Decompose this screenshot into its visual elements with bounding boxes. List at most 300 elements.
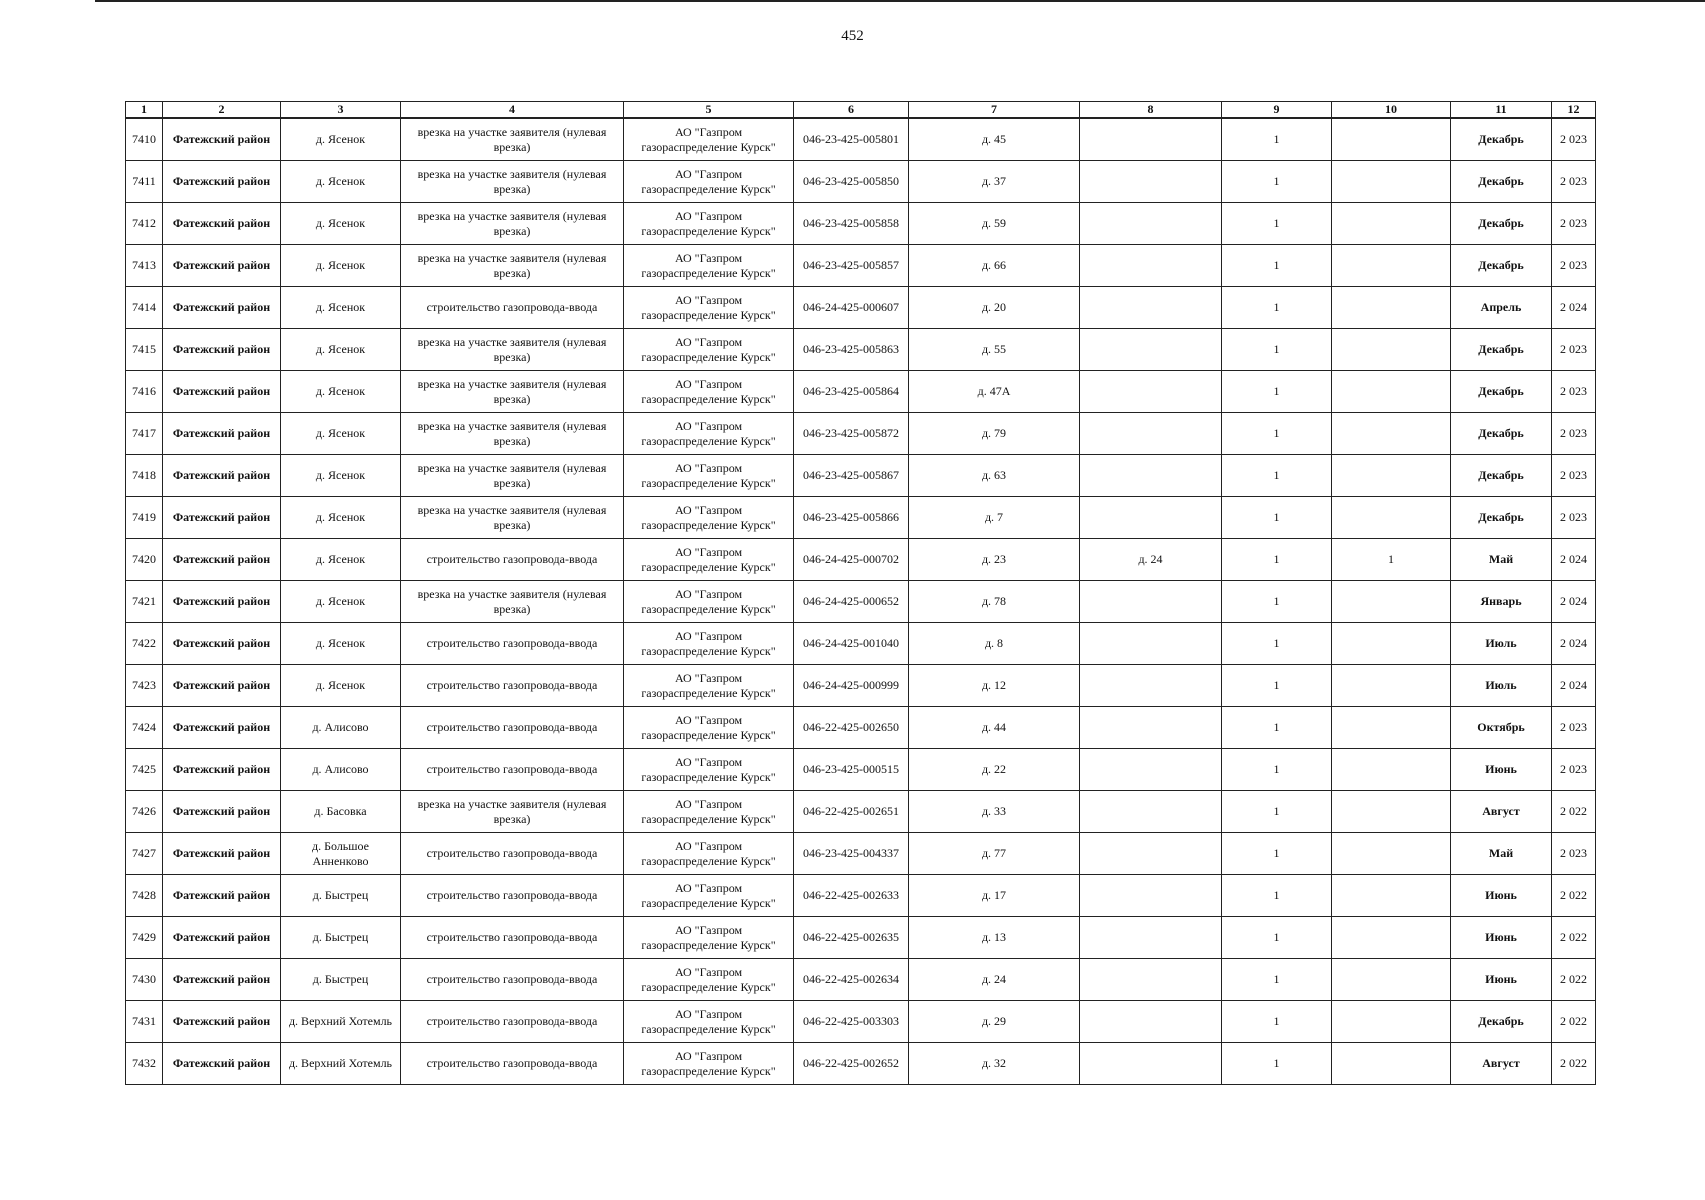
cell-row-number: 7432 — [126, 1043, 163, 1085]
cell-count: 1 — [1222, 833, 1332, 875]
cell-year: 2 023 — [1552, 497, 1596, 539]
cell-settlement: д. Ясенок — [281, 161, 401, 203]
cell-work-type: строительство газопровода-ввода — [401, 539, 624, 581]
cell-month: Январь — [1451, 581, 1552, 623]
cell-extra-count — [1332, 203, 1451, 245]
cell-extra-address — [1080, 455, 1222, 497]
cell-district: Фатежский район — [163, 497, 281, 539]
cell-organization: АО "Газпром газораспределение Курск" — [624, 118, 794, 161]
cell-settlement: д. Большое Анненково — [281, 833, 401, 875]
cell-year: 2 022 — [1552, 1043, 1596, 1085]
cell-district: Фатежский район — [163, 791, 281, 833]
cell-extra-count — [1332, 118, 1451, 161]
cell-district: Фатежский район — [163, 749, 281, 791]
cell-year: 2 022 — [1552, 917, 1596, 959]
cell-address: д. 78 — [909, 581, 1080, 623]
cell-application-number: 046-24-425-001040 — [794, 623, 909, 665]
cell-district: Фатежский район — [163, 959, 281, 1001]
cell-extra-address — [1080, 118, 1222, 161]
table-row — [126, 497, 1596, 539]
cell-extra-address — [1080, 329, 1222, 371]
cell-settlement: д. Ясенок — [281, 581, 401, 623]
cell-extra-address — [1080, 833, 1222, 875]
register-table — [125, 101, 1596, 1085]
table-row — [126, 203, 1596, 245]
table-row — [126, 875, 1596, 917]
table-row — [126, 707, 1596, 749]
cell-work-type: врезка на участке заявителя (нулевая врезка) — [401, 245, 624, 287]
cell-count: 1 — [1222, 329, 1332, 371]
cell-application-number: 046-24-425-000702 — [794, 539, 909, 581]
cell-organization: АО "Газпром газораспределение Курск" — [624, 791, 794, 833]
cell-extra-count — [1332, 665, 1451, 707]
cell-year: 2 024 — [1552, 665, 1596, 707]
cell-organization: АО "Газпром газораспределение Курск" — [624, 455, 794, 497]
cell-month: Декабрь — [1451, 203, 1552, 245]
cell-settlement: д. Ясенок — [281, 245, 401, 287]
cell-count: 1 — [1222, 287, 1332, 329]
cell-work-type: строительство газопровода-ввода — [401, 623, 624, 665]
cell-organization: АО "Газпром газораспределение Курск" — [624, 497, 794, 539]
header-row — [126, 102, 1596, 119]
table-row — [126, 118, 1596, 161]
cell-settlement: д. Алисово — [281, 707, 401, 749]
cell-extra-address — [1080, 959, 1222, 1001]
cell-extra-count — [1332, 833, 1451, 875]
cell-extra-address: д. 24 — [1080, 539, 1222, 581]
cell-district: Фатежский район — [163, 539, 281, 581]
cell-count: 1 — [1222, 539, 1332, 581]
cell-month: Август — [1451, 1043, 1552, 1085]
cell-work-type: врезка на участке заявителя (нулевая врезка) — [401, 455, 624, 497]
cell-work-type: врезка на участке заявителя (нулевая врезка) — [401, 161, 624, 203]
column-header-2: 2 — [163, 102, 281, 119]
cell-settlement: д. Ясенок — [281, 497, 401, 539]
cell-year: 2 023 — [1552, 833, 1596, 875]
cell-application-number: 046-22-425-002652 — [794, 1043, 909, 1085]
cell-settlement: д. Алисово — [281, 749, 401, 791]
cell-extra-count — [1332, 371, 1451, 413]
cell-organization: АО "Газпром газораспределение Курск" — [624, 581, 794, 623]
cell-organization: АО "Газпром газораспределение Курск" — [624, 287, 794, 329]
cell-organization: АО "Газпром газораспределение Курск" — [624, 161, 794, 203]
cell-extra-address — [1080, 917, 1222, 959]
cell-count: 1 — [1222, 623, 1332, 665]
cell-row-number: 7423 — [126, 665, 163, 707]
column-header-7: 7 — [909, 102, 1080, 119]
cell-extra-count — [1332, 1001, 1451, 1043]
table-row — [126, 371, 1596, 413]
cell-settlement: д. Быстрец — [281, 959, 401, 1001]
table-row — [126, 791, 1596, 833]
cell-row-number: 7424 — [126, 707, 163, 749]
cell-application-number: 046-23-425-005858 — [794, 203, 909, 245]
cell-year: 2 024 — [1552, 287, 1596, 329]
cell-work-type: строительство газопровода-ввода — [401, 959, 624, 1001]
cell-address: д. 45 — [909, 118, 1080, 161]
column-header-6: 6 — [794, 102, 909, 119]
cell-work-type: врезка на участке заявителя (нулевая врезка) — [401, 413, 624, 455]
cell-application-number: 046-24-425-000999 — [794, 665, 909, 707]
cell-address: д. 23 — [909, 539, 1080, 581]
cell-count: 1 — [1222, 413, 1332, 455]
cell-district: Фатежский район — [163, 371, 281, 413]
cell-row-number: 7428 — [126, 875, 163, 917]
cell-district: Фатежский район — [163, 875, 281, 917]
cell-row-number: 7431 — [126, 1001, 163, 1043]
cell-application-number: 046-22-425-002650 — [794, 707, 909, 749]
cell-settlement: д. Ясенок — [281, 329, 401, 371]
cell-organization: АО "Газпром газораспределение Курск" — [624, 959, 794, 1001]
cell-row-number: 7416 — [126, 371, 163, 413]
cell-row-number: 7426 — [126, 791, 163, 833]
cell-application-number: 046-22-425-002651 — [794, 791, 909, 833]
cell-district: Фатежский район — [163, 329, 281, 371]
cell-count: 1 — [1222, 455, 1332, 497]
cell-application-number: 046-23-425-005867 — [794, 455, 909, 497]
cell-extra-count — [1332, 707, 1451, 749]
cell-organization: АО "Газпром газораспределение Курск" — [624, 245, 794, 287]
cell-month: Декабрь — [1451, 161, 1552, 203]
cell-count: 1 — [1222, 245, 1332, 287]
cell-year: 2 024 — [1552, 623, 1596, 665]
cell-year: 2 022 — [1552, 1001, 1596, 1043]
column-header-11: 11 — [1451, 102, 1552, 119]
cell-district: Фатежский район — [163, 118, 281, 161]
cell-application-number: 046-23-425-005863 — [794, 329, 909, 371]
table-row — [126, 581, 1596, 623]
cell-month: Июль — [1451, 665, 1552, 707]
cell-organization: АО "Газпром газораспределение Курск" — [624, 203, 794, 245]
cell-extra-count — [1332, 455, 1451, 497]
cell-month: Декабрь — [1451, 413, 1552, 455]
cell-count: 1 — [1222, 875, 1332, 917]
cell-year: 2 023 — [1552, 371, 1596, 413]
cell-district: Фатежский район — [163, 707, 281, 749]
table-row — [126, 833, 1596, 875]
cell-address: д. 37 — [909, 161, 1080, 203]
cell-month: Декабрь — [1451, 497, 1552, 539]
column-header-9: 9 — [1222, 102, 1332, 119]
cell-row-number: 7414 — [126, 287, 163, 329]
cell-extra-count — [1332, 581, 1451, 623]
table-row — [126, 959, 1596, 1001]
cell-month: Декабрь — [1451, 1001, 1552, 1043]
table-row — [126, 623, 1596, 665]
cell-district: Фатежский район — [163, 1001, 281, 1043]
cell-organization: АО "Газпром газораспределение Курск" — [624, 1001, 794, 1043]
cell-district: Фатежский район — [163, 665, 281, 707]
cell-year: 2 023 — [1552, 749, 1596, 791]
cell-month: Декабрь — [1451, 118, 1552, 161]
cell-settlement: д. Ясенок — [281, 665, 401, 707]
cell-work-type: строительство газопровода-ввода — [401, 1043, 624, 1085]
cell-settlement: д. Верхний Хотемль — [281, 1043, 401, 1085]
cell-month: Октябрь — [1451, 707, 1552, 749]
cell-address: д. 13 — [909, 917, 1080, 959]
cell-row-number: 7430 — [126, 959, 163, 1001]
column-header-3: 3 — [281, 102, 401, 119]
cell-application-number: 046-23-425-005850 — [794, 161, 909, 203]
cell-month: Июнь — [1451, 875, 1552, 917]
cell-month: Июнь — [1451, 917, 1552, 959]
column-header-10: 10 — [1332, 102, 1451, 119]
cell-settlement: д. Ясенок — [281, 413, 401, 455]
cell-work-type: строительство газопровода-ввода — [401, 749, 624, 791]
page-number: 452 — [841, 28, 864, 44]
cell-extra-address — [1080, 287, 1222, 329]
cell-extra-count — [1332, 245, 1451, 287]
cell-address: д. 8 — [909, 623, 1080, 665]
cell-settlement: д. Ясенок — [281, 118, 401, 161]
cell-extra-count — [1332, 329, 1451, 371]
column-header-8: 8 — [1080, 102, 1222, 119]
column-header-4: 4 — [401, 102, 624, 119]
cell-extra-address — [1080, 413, 1222, 455]
cell-application-number: 046-23-425-005872 — [794, 413, 909, 455]
table-row — [126, 1001, 1596, 1043]
cell-year: 2 022 — [1552, 959, 1596, 1001]
table-row — [126, 161, 1596, 203]
cell-settlement: д. Ясенок — [281, 287, 401, 329]
cell-extra-count — [1332, 413, 1451, 455]
cell-extra-count: 1 — [1332, 539, 1451, 581]
cell-year: 2 023 — [1552, 707, 1596, 749]
cell-settlement: д. Ясенок — [281, 203, 401, 245]
cell-extra-address — [1080, 1043, 1222, 1085]
table-body — [126, 118, 1596, 1085]
cell-year: 2 023 — [1552, 413, 1596, 455]
cell-work-type: строительство газопровода-ввода — [401, 665, 624, 707]
cell-address: д. 77 — [909, 833, 1080, 875]
cell-count: 1 — [1222, 1043, 1332, 1085]
cell-settlement: д. Ясенок — [281, 371, 401, 413]
cell-month: Апрель — [1451, 287, 1552, 329]
cell-settlement: д. Верхний Хотемль — [281, 1001, 401, 1043]
cell-month: Май — [1451, 539, 1552, 581]
cell-extra-address — [1080, 245, 1222, 287]
column-header-5: 5 — [624, 102, 794, 119]
cell-work-type: строительство газопровода-ввода — [401, 1001, 624, 1043]
cell-extra-address — [1080, 791, 1222, 833]
cell-extra-count — [1332, 791, 1451, 833]
cell-organization: АО "Газпром газораспределение Курск" — [624, 707, 794, 749]
cell-organization: АО "Газпром газораспределение Курск" — [624, 623, 794, 665]
cell-row-number: 7419 — [126, 497, 163, 539]
cell-application-number: 046-22-425-003303 — [794, 1001, 909, 1043]
cell-settlement: д. Быстрец — [281, 917, 401, 959]
cell-work-type: строительство газопровода-ввода — [401, 875, 624, 917]
cell-organization: АО "Газпром газораспределение Курск" — [624, 329, 794, 371]
cell-address: д. 12 — [909, 665, 1080, 707]
cell-district: Фатежский район — [163, 245, 281, 287]
cell-month: Август — [1451, 791, 1552, 833]
cell-application-number: 046-24-425-000607 — [794, 287, 909, 329]
cell-organization: АО "Газпром газораспределение Курск" — [624, 749, 794, 791]
cell-settlement: д. Ясенок — [281, 455, 401, 497]
cell-extra-address — [1080, 623, 1222, 665]
cell-month: Июль — [1451, 623, 1552, 665]
cell-extra-count — [1332, 749, 1451, 791]
cell-district: Фатежский район — [163, 413, 281, 455]
cell-district: Фатежский район — [163, 1043, 281, 1085]
cell-work-type: врезка на участке заявителя (нулевая врезка) — [401, 497, 624, 539]
table-row — [126, 539, 1596, 581]
cell-address: д. 59 — [909, 203, 1080, 245]
cell-year: 2 023 — [1552, 455, 1596, 497]
cell-extra-address — [1080, 1001, 1222, 1043]
cell-district: Фатежский район — [163, 287, 281, 329]
cell-application-number: 046-23-425-005866 — [794, 497, 909, 539]
cell-application-number: 046-22-425-002633 — [794, 875, 909, 917]
cell-month: Июнь — [1451, 749, 1552, 791]
cell-extra-count — [1332, 959, 1451, 1001]
cell-count: 1 — [1222, 371, 1332, 413]
cell-count: 1 — [1222, 203, 1332, 245]
cell-work-type: врезка на участке заявителя (нулевая врезка) — [401, 329, 624, 371]
cell-extra-address — [1080, 707, 1222, 749]
cell-work-type: врезка на участке заявителя (нулевая врезка) — [401, 791, 624, 833]
cell-year: 2 023 — [1552, 245, 1596, 287]
cell-address: д. 20 — [909, 287, 1080, 329]
cell-application-number: 046-23-425-005864 — [794, 371, 909, 413]
top-rule — [95, 0, 1705, 2]
cell-year: 2 023 — [1552, 118, 1596, 161]
table-row — [126, 917, 1596, 959]
table-row — [126, 455, 1596, 497]
cell-row-number: 7418 — [126, 455, 163, 497]
cell-address: д. 7 — [909, 497, 1080, 539]
cell-row-number: 7410 — [126, 118, 163, 161]
cell-address: д. 32 — [909, 1043, 1080, 1085]
cell-work-type: строительство газопровода-ввода — [401, 833, 624, 875]
cell-address: д. 79 — [909, 413, 1080, 455]
cell-organization: АО "Газпром газораспределение Курск" — [624, 665, 794, 707]
cell-application-number: 046-22-425-002635 — [794, 917, 909, 959]
cell-address: д. 55 — [909, 329, 1080, 371]
cell-address: д. 17 — [909, 875, 1080, 917]
cell-year: 2 024 — [1552, 539, 1596, 581]
cell-extra-count — [1332, 497, 1451, 539]
cell-address: д. 33 — [909, 791, 1080, 833]
table-row — [126, 329, 1596, 371]
table-row — [126, 665, 1596, 707]
cell-work-type: строительство газопровода-ввода — [401, 917, 624, 959]
cell-month: Декабрь — [1451, 455, 1552, 497]
cell-organization: АО "Газпром газораспределение Курск" — [624, 371, 794, 413]
cell-month: Декабрь — [1451, 329, 1552, 371]
cell-extra-count — [1332, 917, 1451, 959]
cell-count: 1 — [1222, 707, 1332, 749]
column-header-12: 12 — [1552, 102, 1596, 119]
cell-extra-address — [1080, 497, 1222, 539]
cell-work-type: врезка на участке заявителя (нулевая врезка) — [401, 118, 624, 161]
cell-count: 1 — [1222, 1001, 1332, 1043]
cell-year: 2 022 — [1552, 875, 1596, 917]
cell-extra-count — [1332, 161, 1451, 203]
cell-count: 1 — [1222, 118, 1332, 161]
cell-application-number: 046-24-425-000652 — [794, 581, 909, 623]
cell-application-number: 046-23-425-000515 — [794, 749, 909, 791]
cell-settlement: д. Ясенок — [281, 539, 401, 581]
cell-extra-count — [1332, 1043, 1451, 1085]
cell-extra-count — [1332, 623, 1451, 665]
cell-work-type: врезка на участке заявителя (нулевая врезка) — [401, 371, 624, 413]
cell-settlement: д. Быстрец — [281, 875, 401, 917]
cell-count: 1 — [1222, 497, 1332, 539]
cell-address: д. 66 — [909, 245, 1080, 287]
cell-address: д. 22 — [909, 749, 1080, 791]
cell-month: Май — [1451, 833, 1552, 875]
table-row — [126, 749, 1596, 791]
cell-extra-address — [1080, 875, 1222, 917]
cell-organization: АО "Газпром газораспределение Курск" — [624, 413, 794, 455]
cell-row-number: 7420 — [126, 539, 163, 581]
cell-district: Фатежский район — [163, 581, 281, 623]
cell-address: д. 44 — [909, 707, 1080, 749]
cell-organization: АО "Газпром газораспределение Курск" — [624, 917, 794, 959]
cell-year: 2 023 — [1552, 329, 1596, 371]
cell-month: Декабрь — [1451, 245, 1552, 287]
cell-district: Фатежский район — [163, 917, 281, 959]
table-row — [126, 245, 1596, 287]
cell-application-number: 046-23-425-005857 — [794, 245, 909, 287]
table-row — [126, 413, 1596, 455]
cell-month: Декабрь — [1451, 371, 1552, 413]
cell-work-type: строительство газопровода-ввода — [401, 287, 624, 329]
cell-address: д. 24 — [909, 959, 1080, 1001]
cell-year: 2 022 — [1552, 791, 1596, 833]
cell-application-number: 046-23-425-005801 — [794, 118, 909, 161]
cell-district: Фатежский район — [163, 203, 281, 245]
cell-organization: АО "Газпром газораспределение Курск" — [624, 1043, 794, 1085]
cell-year: 2 023 — [1552, 161, 1596, 203]
cell-count: 1 — [1222, 791, 1332, 833]
cell-month: Июнь — [1451, 959, 1552, 1001]
cell-row-number: 7417 — [126, 413, 163, 455]
cell-address: д. 63 — [909, 455, 1080, 497]
cell-extra-count — [1332, 875, 1451, 917]
cell-address: д. 47А — [909, 371, 1080, 413]
cell-district: Фатежский район — [163, 833, 281, 875]
cell-settlement: д. Басовка — [281, 791, 401, 833]
cell-row-number: 7422 — [126, 623, 163, 665]
cell-extra-address — [1080, 665, 1222, 707]
cell-row-number: 7425 — [126, 749, 163, 791]
cell-application-number: 046-22-425-002634 — [794, 959, 909, 1001]
cell-work-type: врезка на участке заявителя (нулевая врезка) — [401, 581, 624, 623]
cell-organization: АО "Газпром газораспределение Курск" — [624, 875, 794, 917]
cell-count: 1 — [1222, 959, 1332, 1001]
cell-count: 1 — [1222, 161, 1332, 203]
cell-district: Фатежский район — [163, 623, 281, 665]
cell-extra-count — [1332, 287, 1451, 329]
cell-extra-address — [1080, 749, 1222, 791]
cell-settlement: д. Ясенок — [281, 623, 401, 665]
cell-year: 2 024 — [1552, 581, 1596, 623]
column-header-1: 1 — [126, 102, 163, 119]
cell-count: 1 — [1222, 665, 1332, 707]
cell-count: 1 — [1222, 917, 1332, 959]
cell-work-type: врезка на участке заявителя (нулевая врезка) — [401, 203, 624, 245]
cell-district: Фатежский район — [163, 455, 281, 497]
cell-year: 2 023 — [1552, 203, 1596, 245]
cell-row-number: 7421 — [126, 581, 163, 623]
cell-row-number: 7427 — [126, 833, 163, 875]
cell-row-number: 7429 — [126, 917, 163, 959]
cell-application-number: 046-23-425-004337 — [794, 833, 909, 875]
cell-organization: АО "Газпром газораспределение Курск" — [624, 539, 794, 581]
